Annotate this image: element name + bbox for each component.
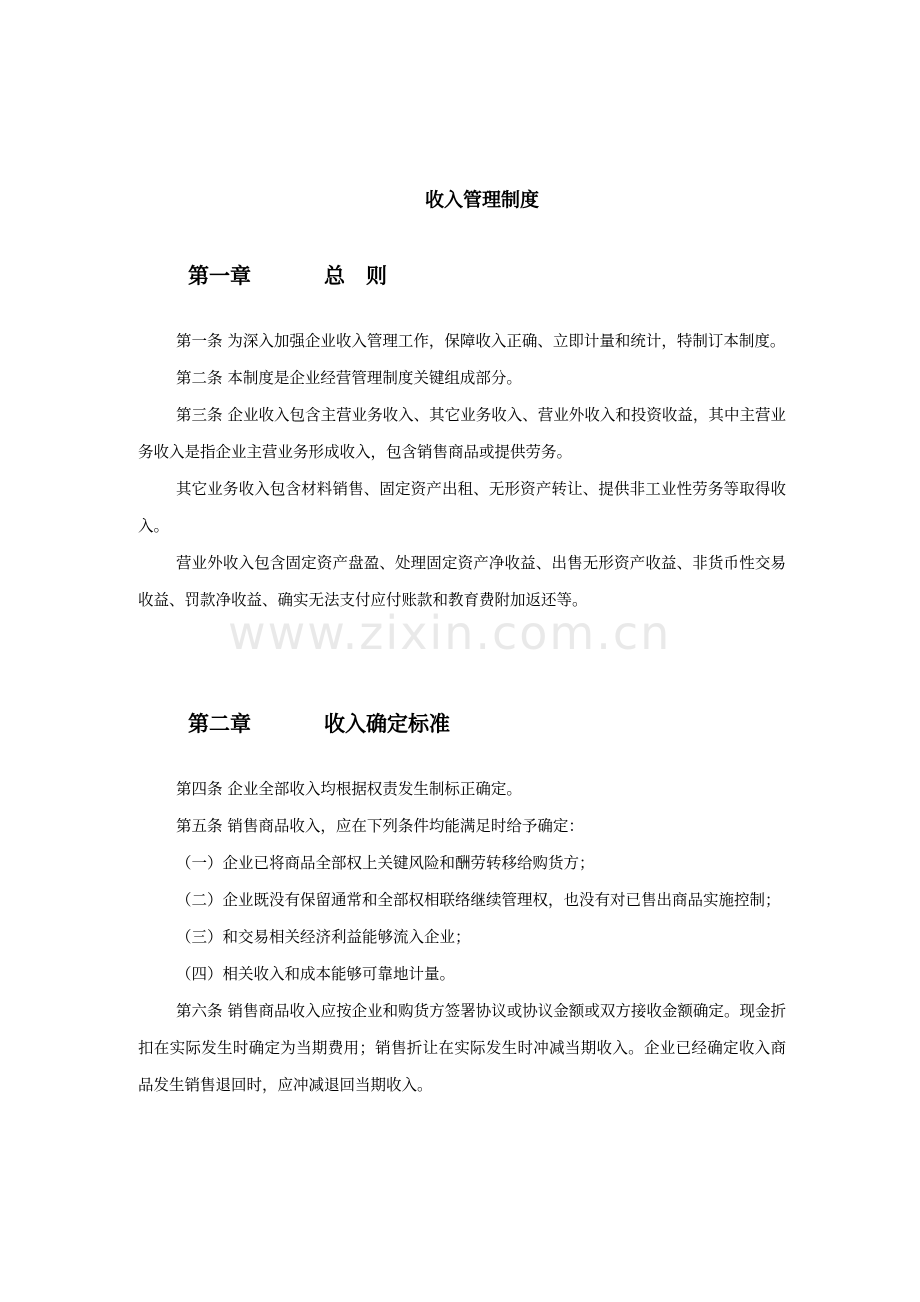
article-6: 第六条 销售商品收入应按企业和购货方签署协议或协议金额或双方接收金额确定。现金折扣在实际发生时确定为当期费用；销售折让在实际发生时冲减当期收入。企业已经确定收入商品发生销售退回时，应冲减退回当期收入。 xyxy=(138,1002,786,1094)
article-5-condition-1: （一）企业已将商品全部权上关键风险和酬劳转移给购货方； xyxy=(176,854,595,872)
article-1: 第一条 为深入加强企业收入管理工作，保障收入正确、立即计量和统计，特制订本制度。 xyxy=(176,332,786,350)
document-title: 收入管理制度 xyxy=(424,189,539,211)
chapter-1-body xyxy=(138,323,786,619)
chapter-2-body xyxy=(138,771,786,1104)
article-5-condition-2: （二）企业既没有保留通常和全部权相联络继续管理权，也没有对已售出商品实施控制； xyxy=(176,891,781,909)
article-5-condition-3: （三）和交易相关经济利益能够流入企业； xyxy=(176,928,471,946)
chapter-heading-1 xyxy=(188,261,387,291)
article-4: 第四条 企业全部收入均根据权责发生制标正确定。 xyxy=(176,780,522,798)
article-3-non-operating-income: 营业外收入包含固定资产盘盈、处理固定资产净收益、出售无形资产收益、非货币性交易收益、罚款净收益、确实无法支付应付账款和教育费附加返还等。 xyxy=(138,554,786,609)
chapter-number: 第一章 xyxy=(188,264,251,288)
article-2: 第二条 本制度是企业经营管理制度关键组成部分。 xyxy=(176,369,522,387)
chapter-name: 总 则 xyxy=(324,264,387,288)
chapter-number: 第二章 xyxy=(188,712,251,736)
chapter-name: 收入确定标准 xyxy=(324,712,450,736)
chapter-heading-2 xyxy=(188,709,450,739)
article-5: 第五条 销售商品收入，应在下列条件均能满足时给予确定： xyxy=(176,817,584,835)
watermark: www.zixin.com.cn xyxy=(228,606,672,660)
article-3: 第三条 企业收入包含主营业务收入、其它业务收入、营业外收入和投资收益，其中主营业务收入是指企业主营业务形成收入，包含销售商品或提供劳务。 xyxy=(138,406,786,461)
article-3-other-income: 其它业务收入包含材料销售、固定资产出租、无形资产转让、提供非工业性劳务等取得收入。 xyxy=(138,480,786,535)
article-5-condition-4: （四）相关收入和成本能够可靠地计量。 xyxy=(176,965,456,983)
